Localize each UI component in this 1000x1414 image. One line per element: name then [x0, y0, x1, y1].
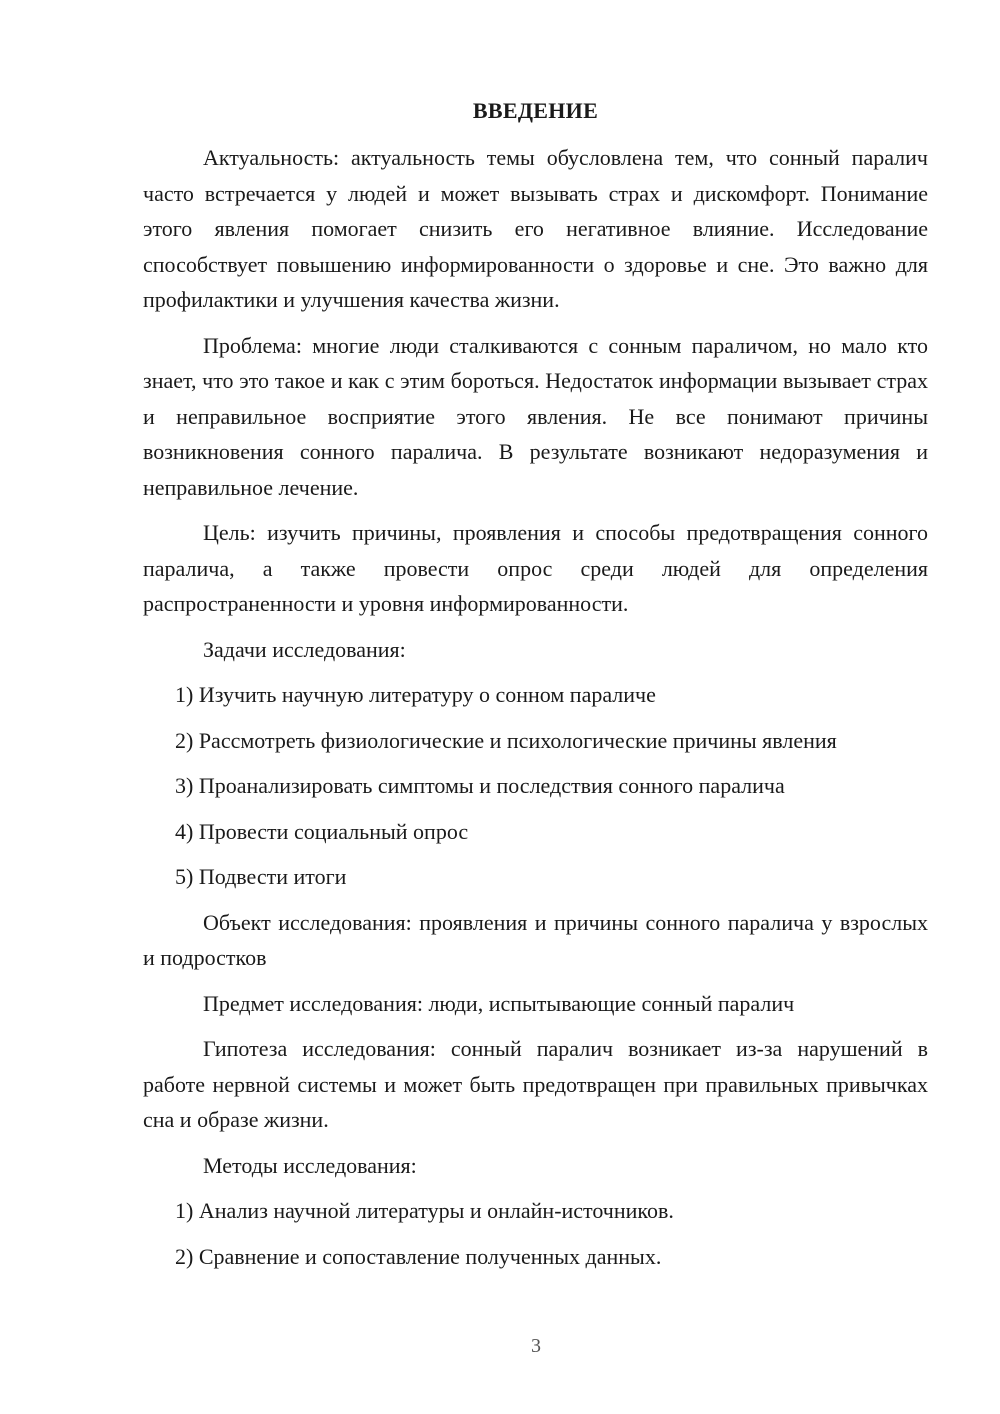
list-item: 1) Изучить научную литературу о сонном параличе: [175, 682, 656, 707]
list-item: 5) Подвести итоги: [175, 864, 347, 889]
tasks-list: [143, 677, 928, 895]
list-item: 2) Рассмотреть физиологические и психологические причины явления: [175, 727, 837, 753]
list-item: 2) Сравнение и сопоставление полученных данных.: [175, 1243, 662, 1269]
list-item: 4) Провести социальный опрос: [175, 818, 469, 844]
paragraph-hypothesis: Гипотеза исследования: сонный паралич возникает из-за нарушений в работе нервной системы и может быть предотвращен при правильных привычках сна и образе жизни.: [143, 1036, 928, 1132]
paragraph-relevance: Актуальность: актуальность темы обусловлена тем, что сонный паралич часто встречается у людей и может вызывать страх и дискомфорт. Понимание этого явления помогает снизить его негативное влияние. Исследование способствует повышению информированности о здоровье и сне. Это важно для профилактики и улучшения качества жизни.: [143, 145, 928, 312]
page-number: 3: [531, 1335, 541, 1357]
methods-list: [143, 1193, 928, 1274]
section-title: ВВЕДЕНИЕ: [472, 98, 599, 123]
page-content: [143, 93, 928, 1284]
paragraph-goal: Цель: изучить причины, проявления и способы предотвращения сонного паралича, а также провести опрос среди людей для определения распространенности и уровня информированности.: [143, 520, 928, 616]
methods-heading: Методы исследования:: [203, 1152, 417, 1178]
list-item: 3) Проанализировать симптомы и последствия сонного паралича: [175, 773, 785, 798]
paragraph-object: Объект исследования: проявления и причины сонного паралича у взрослых и подростков: [143, 909, 928, 970]
paragraph-problem: Проблема: многие люди сталкиваются с сонным параличом, но мало кто знает, что это такое и как с этим бороться. Недостаток информации вызывает страх и неправильное восприятие этого явления. Не все понимают причины возникновения сонного паралича. В результате возникают недоразумения и неправильное лечение.: [143, 332, 928, 500]
tasks-heading: Задачи исследования:: [203, 636, 406, 662]
paragraph-subject: Предмет исследования: люди, испытывающие сонный паралич: [203, 990, 795, 1016]
list-item: 1) Анализ научной литературы и онлайн-источников.: [175, 1198, 674, 1223]
